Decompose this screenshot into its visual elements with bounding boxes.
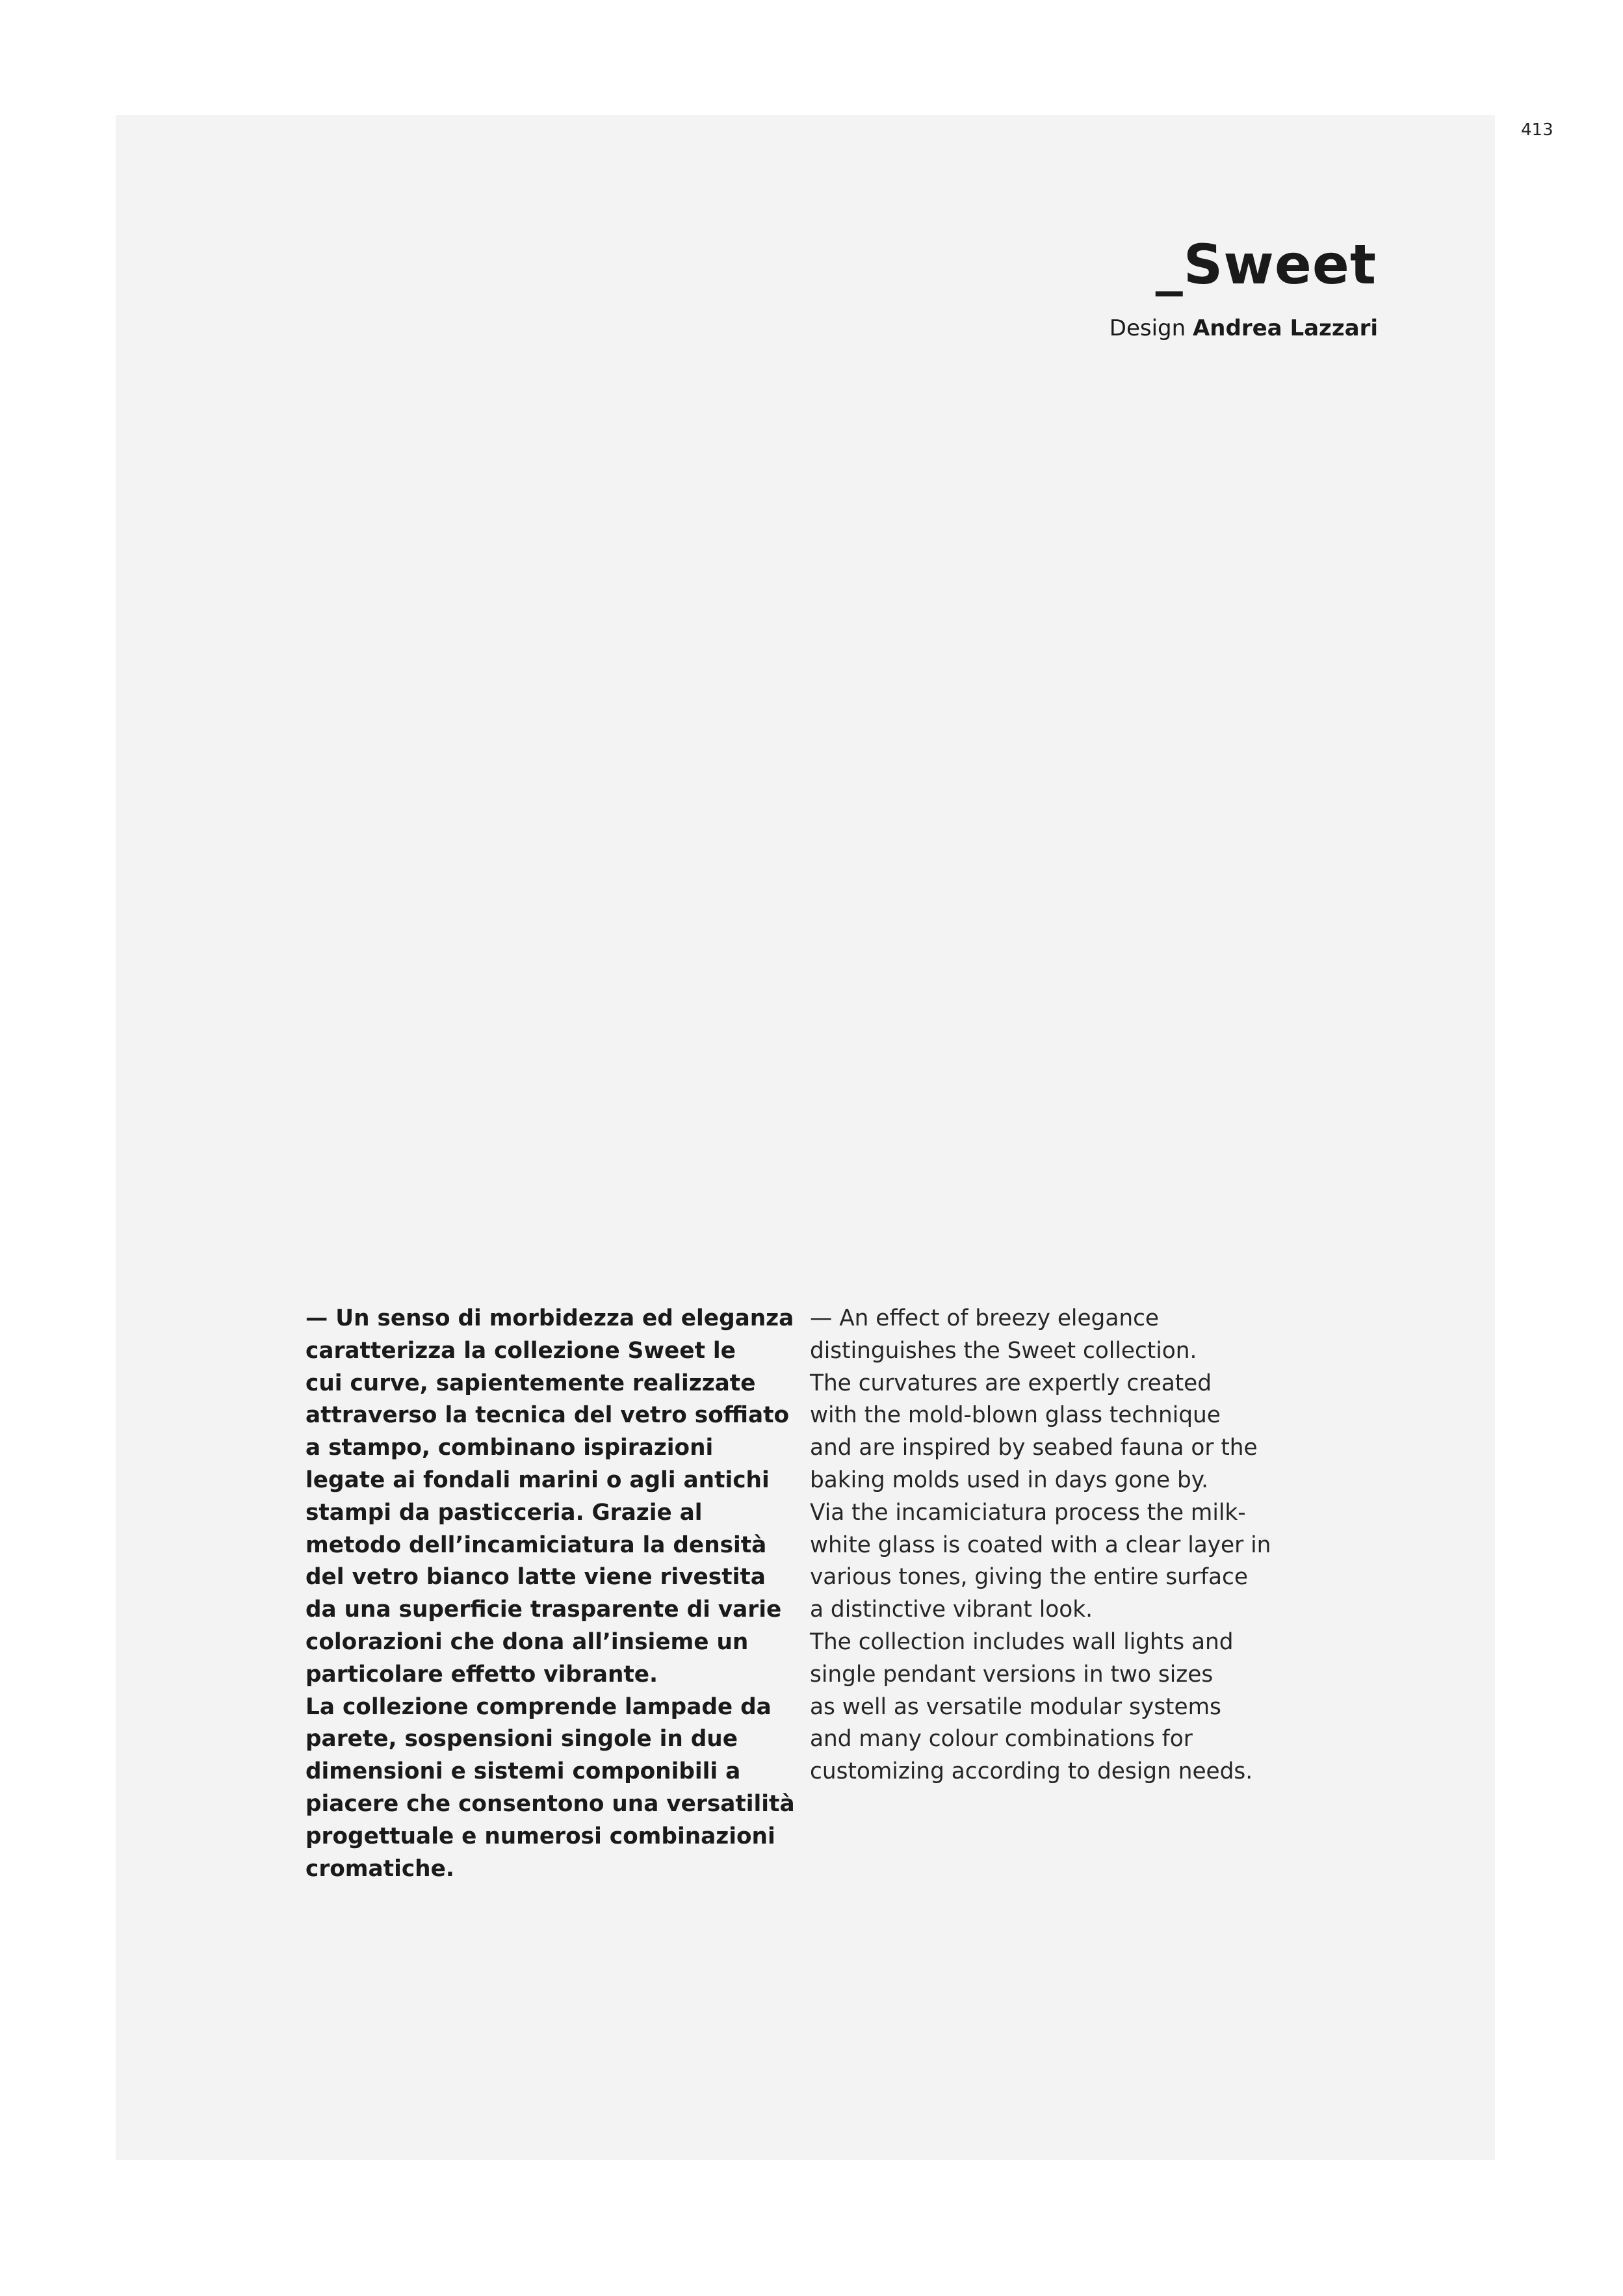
text-line: a distinctive vibrant look. <box>810 1597 1093 1623</box>
text-line: as well as versatile modular systems <box>810 1693 1221 1720</box>
text-line: colorazioni che dona all’insieme un <box>305 1628 749 1655</box>
text-line: and are inspired by seabed fauna or the <box>810 1435 1258 1461</box>
designer-name: Andrea Lazzari <box>1192 315 1378 341</box>
text-line: distinguishes the Sweet collection. <box>810 1337 1197 1364</box>
text-line: with the mold-blown glass technique <box>810 1402 1221 1429</box>
text-line: del vetro bianco latte viene rivestita <box>305 1564 766 1591</box>
page-number: 413 <box>1521 120 1553 140</box>
text-line: customizing according to design needs. <box>810 1758 1253 1785</box>
text-line: metodo dell’incamiciatura la densità <box>305 1532 767 1558</box>
text-line: caratterizza la collezione Sweet le <box>305 1337 736 1364</box>
text-line: legate ai fondali marini o agli antichi <box>305 1467 770 1493</box>
text-line: piacere che consentono una versatilità <box>305 1790 795 1817</box>
text-line: — Un senso di morbidezza ed eleganza <box>305 1305 794 1331</box>
designer-credit <box>1110 314 1378 343</box>
text-line: Via the incamiciatura process the milk- <box>810 1499 1246 1526</box>
text-line: da una superficie trasparente di varie <box>305 1597 782 1623</box>
text-line: single pendant versions in two sizes <box>810 1661 1214 1688</box>
text-line: parete, sospensioni singole in due <box>305 1726 738 1753</box>
collection-title: _Sweet <box>1155 233 1377 296</box>
text-line: attraverso la tecnica del vetro soffiato <box>305 1402 790 1429</box>
text-line: particolare effetto vibrante. <box>305 1661 658 1688</box>
text-line: white glass is coated with a clear layer in <box>810 1532 1271 1558</box>
description-italian <box>305 1303 795 1885</box>
designer-prefix: Design <box>1109 315 1186 341</box>
text-line: and many colour combinations for <box>810 1726 1193 1753</box>
text-line: — An effect of breezy elegance <box>810 1305 1160 1331</box>
text-line: a stampo, combinano ispirazioni <box>305 1435 714 1461</box>
text-line: cui curve, sapientemente realizzate <box>305 1370 756 1396</box>
text-line: baking molds used in days gone by. <box>810 1467 1209 1493</box>
text-line: The curvatures are expertly created <box>810 1370 1212 1396</box>
text-line: dimensioni e sistemi componibili a <box>305 1758 741 1785</box>
text-line: La collezione comprende lampade da <box>305 1693 772 1720</box>
text-line: progettuale e numerosi combinazioni <box>305 1823 775 1849</box>
text-line: various tones, giving the entire surface <box>810 1564 1249 1591</box>
text-line: stampi da pasticceria. Grazie al <box>305 1499 703 1526</box>
text-line: cromatiche. <box>305 1855 454 1882</box>
description-english <box>810 1303 1271 1788</box>
text-line: The collection includes wall lights and <box>810 1628 1234 1655</box>
